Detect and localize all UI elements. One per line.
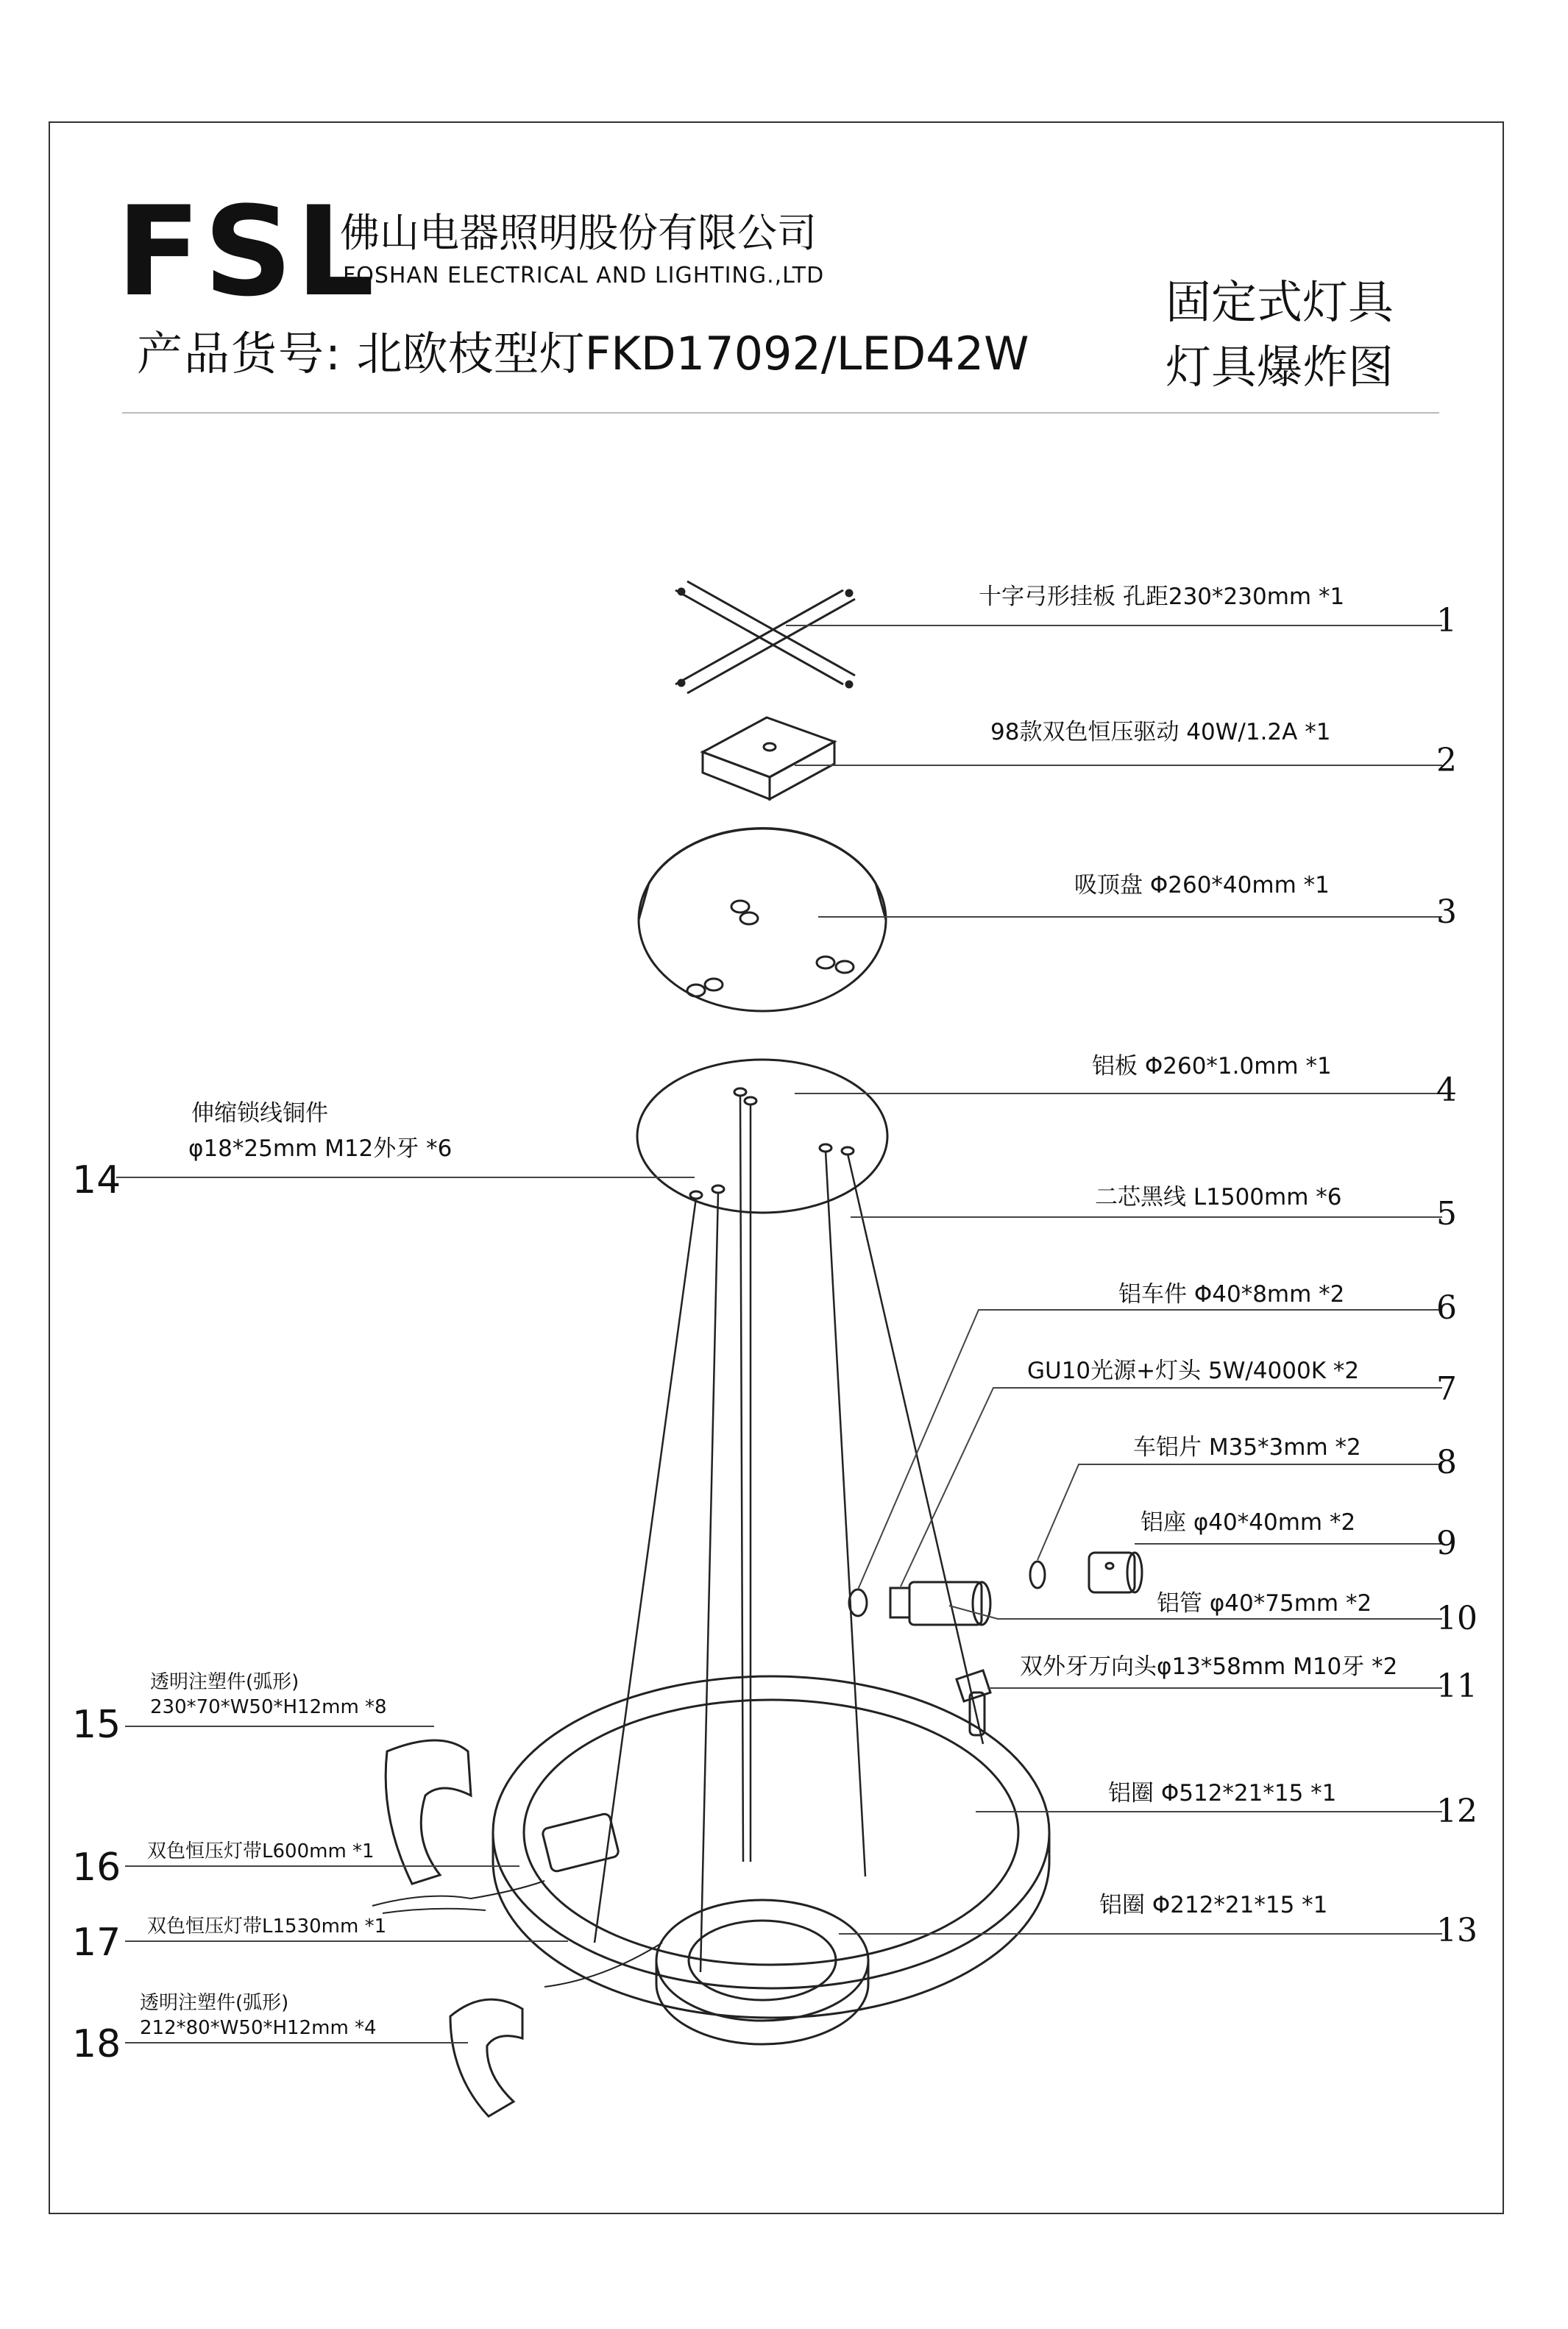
- part-10-desc: 铝管 φ40*75mm *2: [1157, 1590, 1372, 1617]
- part-12-desc: 铝圈 Φ512*21*15 *1: [1108, 1780, 1337, 1807]
- part-7-number: 7: [1436, 1370, 1457, 1408]
- part-6-desc: 铝车件 Φ40*8mm *2: [1118, 1281, 1345, 1308]
- part-15-line1: 透明注塑件(弧形): [150, 1671, 299, 1693]
- diffuser-arc-large: [386, 1740, 471, 1884]
- part-16-line1: 双色恒压灯带L600mm *1: [147, 1840, 375, 1862]
- part-5-number: 5: [1436, 1195, 1457, 1233]
- part-18-line1: 透明注塑件(弧形): [140, 1992, 289, 2014]
- part-13-desc: 铝圈 Φ212*21*15 *1: [1099, 1892, 1328, 1918]
- part-13-number: 13: [1436, 1912, 1477, 1949]
- document-subtitle: 灯具爆炸图: [1166, 340, 1394, 394]
- part-5-desc: 二芯黑线 L1500mm *6: [1095, 1184, 1342, 1210]
- part-8-number: 8: [1436, 1444, 1457, 1481]
- part-14-line1: 伸缩锁线铜件: [191, 1100, 328, 1127]
- leader-lines: [116, 625, 1442, 2043]
- part-6-number: 6: [1436, 1289, 1457, 1327]
- inner-ring: [656, 1900, 868, 2044]
- part-3-desc: 吸顶盘 Φ260*40mm *1: [1074, 872, 1330, 898]
- product-name: 北欧枝型灯FKD17092/LED42W: [356, 327, 1029, 380]
- part-14-number: 14: [72, 1158, 121, 1202]
- part-1-number: 1: [1436, 602, 1457, 639]
- document-type: 固定式灯具: [1166, 275, 1394, 329]
- part-8-desc: 车铝片 M35*3mm *2: [1133, 1434, 1361, 1461]
- part-15-line2: 230*70*W50*H12mm *8: [150, 1696, 387, 1718]
- part-9-number: 9: [1436, 1525, 1457, 1562]
- part-16-number: 16: [72, 1846, 121, 1890]
- part-17-line1: 双色恒压灯带L1530mm *1: [147, 1915, 387, 1938]
- part-4-desc: 铝板 Φ260*1.0mm *1: [1092, 1053, 1332, 1080]
- part-3-number: 3: [1436, 893, 1457, 931]
- part-15-number: 15: [72, 1703, 121, 1747]
- part-11-number: 11: [1436, 1667, 1477, 1705]
- part-2-number: 2: [1436, 742, 1457, 779]
- aluminium-plate: [637, 1060, 887, 1213]
- cross-bracket: [675, 581, 855, 693]
- ceiling-canopy: [639, 829, 886, 1011]
- part-4-number: 4: [1436, 1071, 1457, 1109]
- diffuser-arc-small: [450, 1999, 522, 2116]
- part-18-line2: 212*80*W50*H12mm *4: [140, 2017, 377, 2039]
- part-1-desc: 十字弓形挂板 孔距230*230mm *1: [979, 584, 1345, 610]
- part-11-desc: 双外牙万向头φ13*58mm M10牙 *2: [1020, 1653, 1398, 1680]
- company-name-en: FOSHAN ELECTRICAL AND LIGHTING.,LTD: [343, 263, 825, 288]
- part-12-number: 12: [1436, 1793, 1477, 1830]
- part-18-number: 18: [72, 2022, 121, 2066]
- part-10-number: 10: [1436, 1600, 1477, 1637]
- company-name-cn: 佛山电器照明股份有限公司: [340, 210, 817, 256]
- product-prefix: 产品货号:: [137, 327, 342, 380]
- part-17-number: 17: [72, 1921, 121, 1965]
- driver-box: [703, 717, 834, 799]
- part-2-desc: 98款双色恒压驱动 40W/1.2A *1: [990, 719, 1331, 745]
- spotlight-parts: [849, 1553, 1142, 1625]
- outer-ring: [493, 1676, 1049, 2018]
- part-7-desc: GU10光源+灯头 5W/4000K *2: [1027, 1358, 1360, 1384]
- part-9-desc: 铝座 φ40*40mm *2: [1140, 1509, 1356, 1536]
- part-14-line2: φ18*25mm M12外牙 *6: [188, 1135, 453, 1162]
- fsl-logo: FSL: [116, 180, 377, 324]
